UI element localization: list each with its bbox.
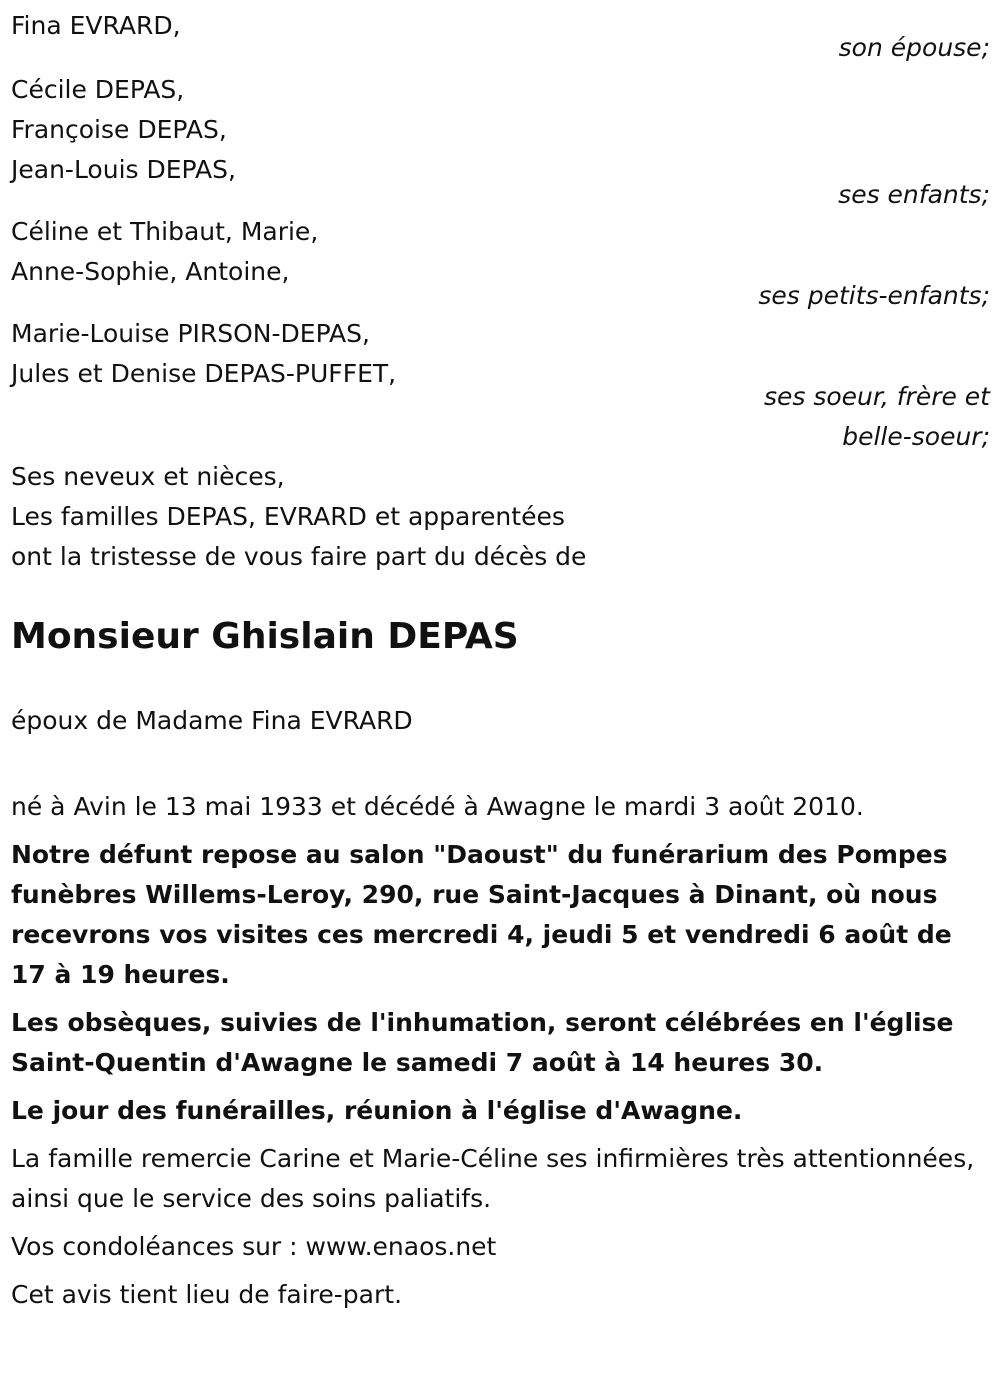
child-name: Françoise DEPAS, bbox=[11, 115, 227, 144]
funeral-paragraph: Les obsèques, suivies de l'inhumation, seront célébrées en l'église Saint-Quentin d'Awagne le samedi 7 août à 14 heures 30. bbox=[11, 1008, 954, 1077]
deceased-name: Monsieur Ghislain DEPAS bbox=[11, 616, 519, 657]
sibling-name: Marie-Louise PIRSON-DEPAS, bbox=[11, 319, 370, 348]
spouse-of-text: époux de Madame Fina EVRARD bbox=[11, 706, 413, 735]
visitation-paragraph: Notre défunt repose au salon "Daoust" du funérarium des Pompes funèbres Willems-Leroy, 290, rue Saint-Jacques à Dinant, où nous recevrons vos visites ces mercredi 4, jeudi 5 et vendredi 6 août de 17 à 19 heures. bbox=[11, 840, 952, 989]
nephews-nieces: Ses neveux et nièces, bbox=[11, 462, 285, 491]
spouse-group bbox=[11, 6, 990, 70]
child-name: Jean-Louis DEPAS, bbox=[11, 155, 236, 184]
meeting-paragraph: Le jour des funérailles, réunion à l'église d'Awagne. bbox=[11, 1096, 743, 1125]
grandchild-name: Céline et Thibaut, Marie, bbox=[11, 217, 319, 246]
spouse-name: Fina EVRARD, bbox=[11, 11, 181, 40]
birth-death-text: né à Avin le 13 mai 1933 et décédé à Awagne le mardi 3 août 2010. bbox=[11, 792, 864, 821]
condolences-text: Vos condoléances sur : www.enaos.net bbox=[11, 1232, 497, 1261]
extended-family-group bbox=[11, 457, 990, 537]
notice-text: Cet avis tient lieu de faire-part. bbox=[11, 1280, 403, 1309]
related-families: Les familles DEPAS, EVRARD et apparentées bbox=[11, 502, 565, 531]
siblings-role-line2: belle-soeur; bbox=[842, 422, 990, 451]
thanks-paragraph: La famille remercie Carine et Marie-Céline ses infirmières très attentionnées, ainsi que le service des soins paliatifs. bbox=[11, 1144, 975, 1213]
siblings-role-line1: ses soeur, frère et bbox=[763, 382, 990, 411]
children-group bbox=[11, 70, 990, 212]
child-name: Cécile DEPAS, bbox=[11, 75, 185, 104]
siblings-group bbox=[11, 314, 990, 457]
death-notice bbox=[11, 6, 990, 1315]
children-role: ses enfants; bbox=[838, 180, 990, 209]
intro-text: ont la tristesse de vous faire part du décès de bbox=[11, 542, 587, 571]
grandchildren-role: ses petits-enfants; bbox=[758, 281, 990, 310]
spouse-role: son épouse; bbox=[838, 33, 990, 62]
grandchild-name: Anne-Sophie, Antoine, bbox=[11, 257, 290, 286]
sibling-name: Jules et Denise DEPAS-PUFFET, bbox=[11, 359, 397, 388]
grandchildren-group bbox=[11, 212, 990, 314]
